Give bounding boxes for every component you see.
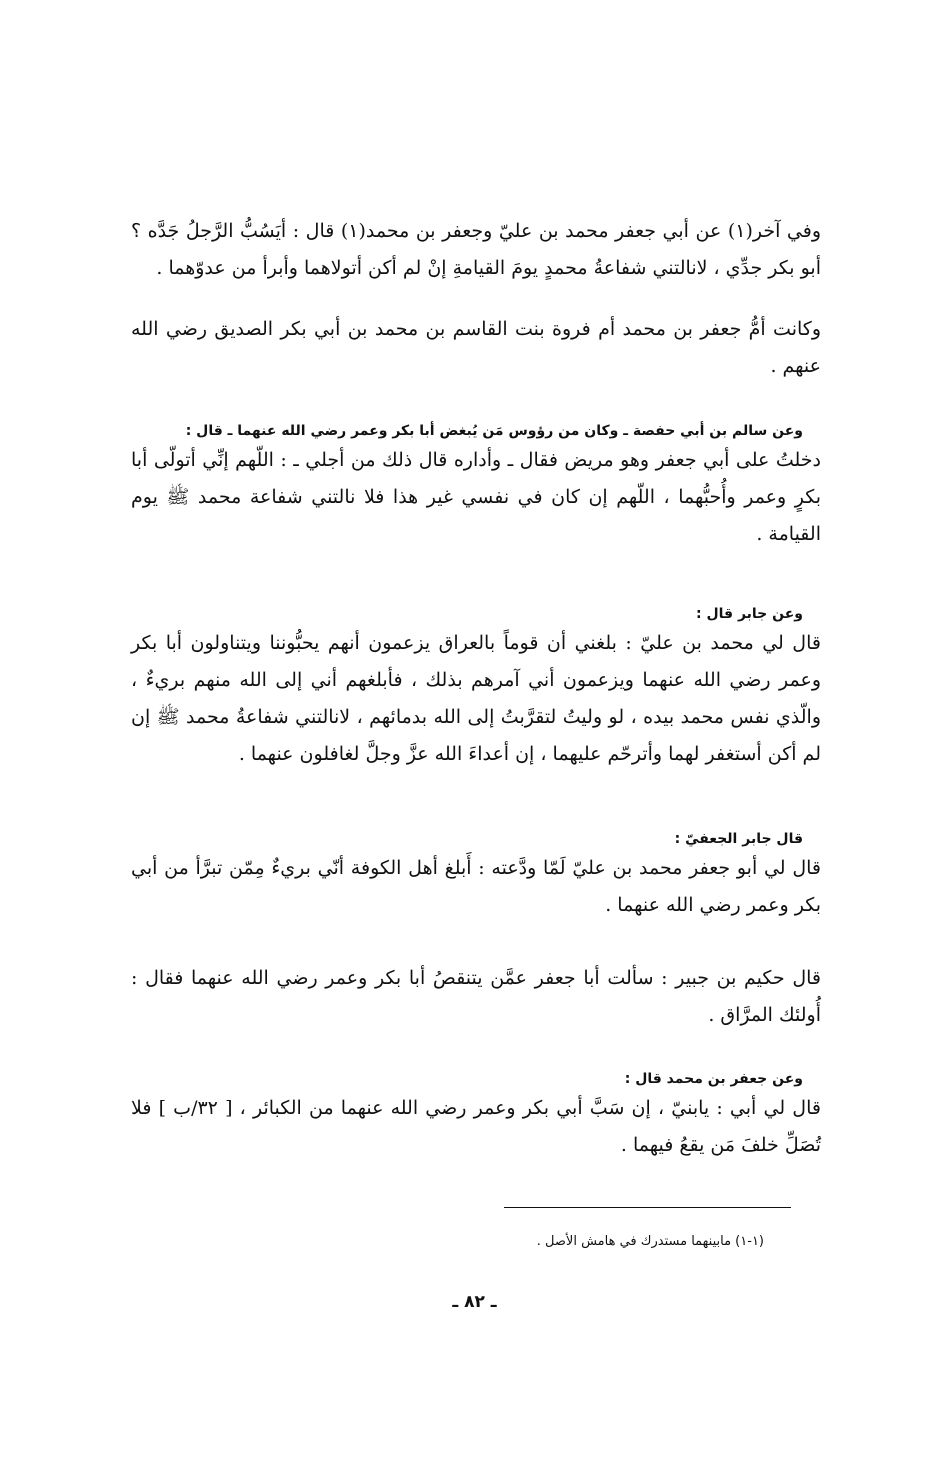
paragraph-jabir-jufi-narration: قال لي أبو جعفر محمد بن عليّ لَمّا ودَّعته : أَبلغ أهل الكوفة أنّي بريءٌ مِمّن تبرَّأ من أبي بكر وعمر رضي الله عنهما . (131, 857, 821, 916)
footnote: (١-١) مابينهما مستدرك في هامش الأصل . (536, 1234, 764, 1249)
paragraph-block-7 (131, 1068, 821, 1164)
paragraph-jafar-narration: قال لي أبي : يابنيّ ، إن سَبَّ أبي بكر وعمر رضي الله عنهما من الكبائر ، [ ٣٢/ب ] فلا تُصَلِّ خلفَ مَن يقعُ فيهما . (131, 1097, 821, 1156)
narration-heading-jabir-jufi: قال جابر الجعفيّ : (674, 831, 803, 847)
paragraph-salim-narration: دخلتُ على أبي جعفر وهو مريض فقال ـ وأداره قال ذلك من أجلي ـ : اللّهم إنِّي أتولّى أبا بكرٍ وعمر وأُحبُّهما ، اللّهم إن كان في نفسي غير هذا فلا نالتني شفاعة محمد ﷺ يوم القيامة . (131, 449, 821, 545)
paragraph-block-6 (131, 960, 821, 1034)
paragraph-block-3 (131, 420, 821, 553)
narration-heading-salim: وعن سالم بن أبي حفصة ـ وكان من رؤوس مَن يُبغض أبا بكر وعمر رضي الله عنهما ـ قال : (185, 423, 803, 439)
footnote-divider (504, 1207, 791, 1208)
paragraph-block-2 (131, 311, 821, 385)
paragraph-block-5 (131, 828, 821, 924)
narration-heading-jafar: وعن جعفر بن محمد قال : (624, 1071, 803, 1087)
paragraph-block-1 (131, 213, 821, 287)
narration-heading-jabir: وعن جابر قال : (696, 606, 803, 622)
page-number: ـ ٨٢ ـ (452, 1292, 497, 1312)
paragraph-abu-jafar-grandfather: وفي آخر(١) عن أبي جعفر محمد بن عليّ وجعفر بن محمد(١) قال : أيَسُبُّ الرَّجلُ جَدَّه ؟ أبو بكر جدِّي ، لانالتني شفاعةُ محمدٍ يومَ القيامةِ إنْ لم أكن أتولاهما وأبرأ من عدوّهما . (131, 220, 821, 279)
paragraph-umm-farwa: وكانت أمُّ جعفر بن محمد أم فروة بنت القاسم بن محمد بن أبي بكر الصديق رضي الله عنهم . (131, 318, 821, 377)
paragraph-hakim-narration: قال حكيم بن جبير : سألت أبا جعفر عمَّن يتنقصُ أبا بكر وعمر رضي الله عنهما فقال : أُولئك المرَّاق . (131, 967, 821, 1026)
paragraph-jabir-narration: قال لي محمد بن عليّ : بلغني أن قوماً بالعراق يزعمون أنهم يحبُّوننا ويتناولون أبا بكر وعمر رضي الله عنهما ويزعمون أني آمرهم بذلك ، فأبلغهم أني إلى الله منهم بريءٌ ، والّذي نفس محمد بيده ، لو وليتُ لتقرَّبتُ إلى الله بدمائهم ، لانالتني شفاعةُ محمد ﷺ إن لم أكن أستغفر لهما وأترحّم عليهما ، إن أعداءَ الله عزَّ وجلَّ لغافلون عنهما . (131, 632, 821, 765)
paragraph-block-4 (131, 603, 821, 773)
